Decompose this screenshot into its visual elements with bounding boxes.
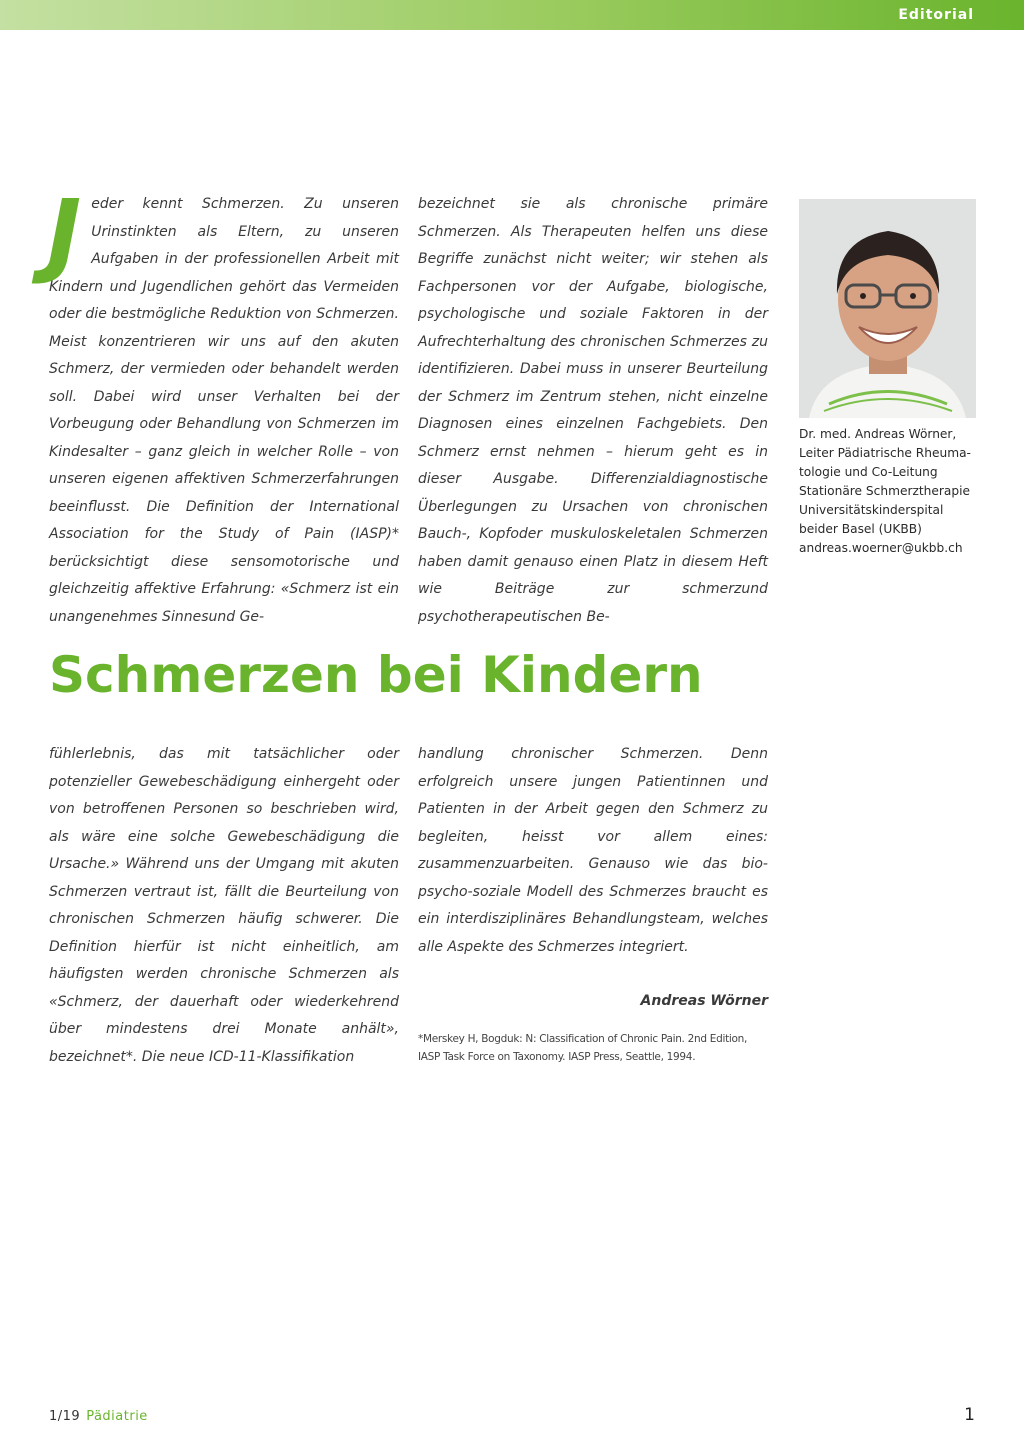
caption-line: andreas.woerner@ukbb.ch xyxy=(799,541,963,555)
caption-line: Universitätskinderspital xyxy=(799,503,944,517)
caption-line: tologie und Co-Leitung xyxy=(799,465,938,479)
journal-name: Pädiatrie xyxy=(86,1409,148,1424)
column-3-text: fühlerlebnis, das mit tatsächlicher oder potenzieller Gewebeschädigung einhergeht oder von betroffenen Personen so beschrieben wird, als wäre eine solche Gewebeschädigung die Ursache.» Während uns der Umgang mit akuten Schmerzen vertraut ist, fällt die Beurteilung von chronischen Schmerzen häufig schwerer. Die Definition hierfür ist nicht einheitlich, am häufigsten werden chronische Schmerzen als «Schmerz, der dauerhaft oder wiederkehrend über mindestens drei Monate anhält», bezeichnet*. Die neue ICD-11-Klassifikation xyxy=(49,746,399,1065)
column-1-text: eder kennt Schmerzen. Zu unseren Urinstinkten als Eltern, zu unseren Aufgaben in der professionellen Arbeit mit Kindern und Jugendlichen gehört das Vermeiden oder die bestmögliche Reduktion von Schmerzen. Meist konzentrieren wir uns auf den akuten Schmerz, der vermieden oder behandelt werden soll. Dabei wird unser Verhalten bei der Vorbeugung oder Behandlung von Schmerzen im Kindesalter – ganz gleich in welcher Rolle – von unseren eigenen affektiven Schmerzerfahrungen beeinflusst. Die Definition der International Association for the Study of Pain (IASP)* berücksichtigt diese sensomotorische und gleichzeitig affektive Erfahrung: «Schmerz ist ein unangenehmes Sinnesund Ge- xyxy=(49,196,399,625)
author-photo xyxy=(799,199,976,418)
caption-line: Stationäre Schmerztherapie xyxy=(799,484,970,498)
author-portrait-image xyxy=(799,199,976,418)
page-number: 1 xyxy=(964,1405,975,1425)
caption-line: Leiter Pädiatrische Rheuma- xyxy=(799,446,971,460)
article-column-4 xyxy=(418,741,768,1066)
column-2-text: bezeichnet sie als chronische primäre Schmerzen. Als Therapeuten helfen uns diese Begriffe zunächst nicht weiter; wir stehen als Fachpersonen vor der Aufgabe, biologische, psychologische und soziale Faktoren in der Aufrechterhaltung des chronischen Schmerzes zu identifizieren. Dabei muss in unserer Beurteilung der Schmerz im Zentrum stehen, nicht einzelne Diagnosen eines einzelnen Fachgebiets. Den Schmerz ernst nehmen – hierum geht es in dieser Ausgabe. Differenzialdiagnostische Überlegungen zu Ursachen von chronischen Bauch-, Kopfoder muskuloskeletalen Schmerzen haben damit genauso einen Platz in diesem Heft wie Beiträge zur schmerzund psychotherapeutischen Be- xyxy=(418,196,768,625)
article-column-3 xyxy=(49,741,399,1071)
header-bar xyxy=(0,0,1024,30)
article-column-1 xyxy=(47,180,399,631)
author-signature: Andreas Wörner xyxy=(640,993,768,1009)
drop-cap: J xyxy=(47,180,82,287)
author-caption xyxy=(799,425,989,558)
article-title: Schmerzen bei Kindern xyxy=(49,646,703,704)
footnote: *Merskey H, Bogduk: N: Classification of Chronic Pain. 2nd Edition, IASP Task Force on Taxonomy. IASP Press, Seattle, 1994. xyxy=(418,1032,748,1063)
section-label: Editorial xyxy=(898,7,974,23)
issue-number: 1/19 xyxy=(49,1409,81,1424)
column-4-text: handlung chronischer Schmerzen. Denn erfolgreich unsere jungen Patientinnen und Patienten in der Arbeit gegen den Schmerz zu begleiten, heisst vor allem eines: zusammenzuarbeiten. Genauso wie das bio-psycho-soziale Modell des Schmerzes braucht es ein interdisziplinäres Behandlungsteam, welches alle Aspekte des Schmerzes integriert. xyxy=(418,746,768,955)
footer-issue xyxy=(49,1409,148,1424)
caption-line: Dr. med. Andreas Wörner, xyxy=(799,427,957,441)
article-column-2 xyxy=(418,191,768,631)
caption-line: beider Basel (UKBB) xyxy=(799,522,922,536)
